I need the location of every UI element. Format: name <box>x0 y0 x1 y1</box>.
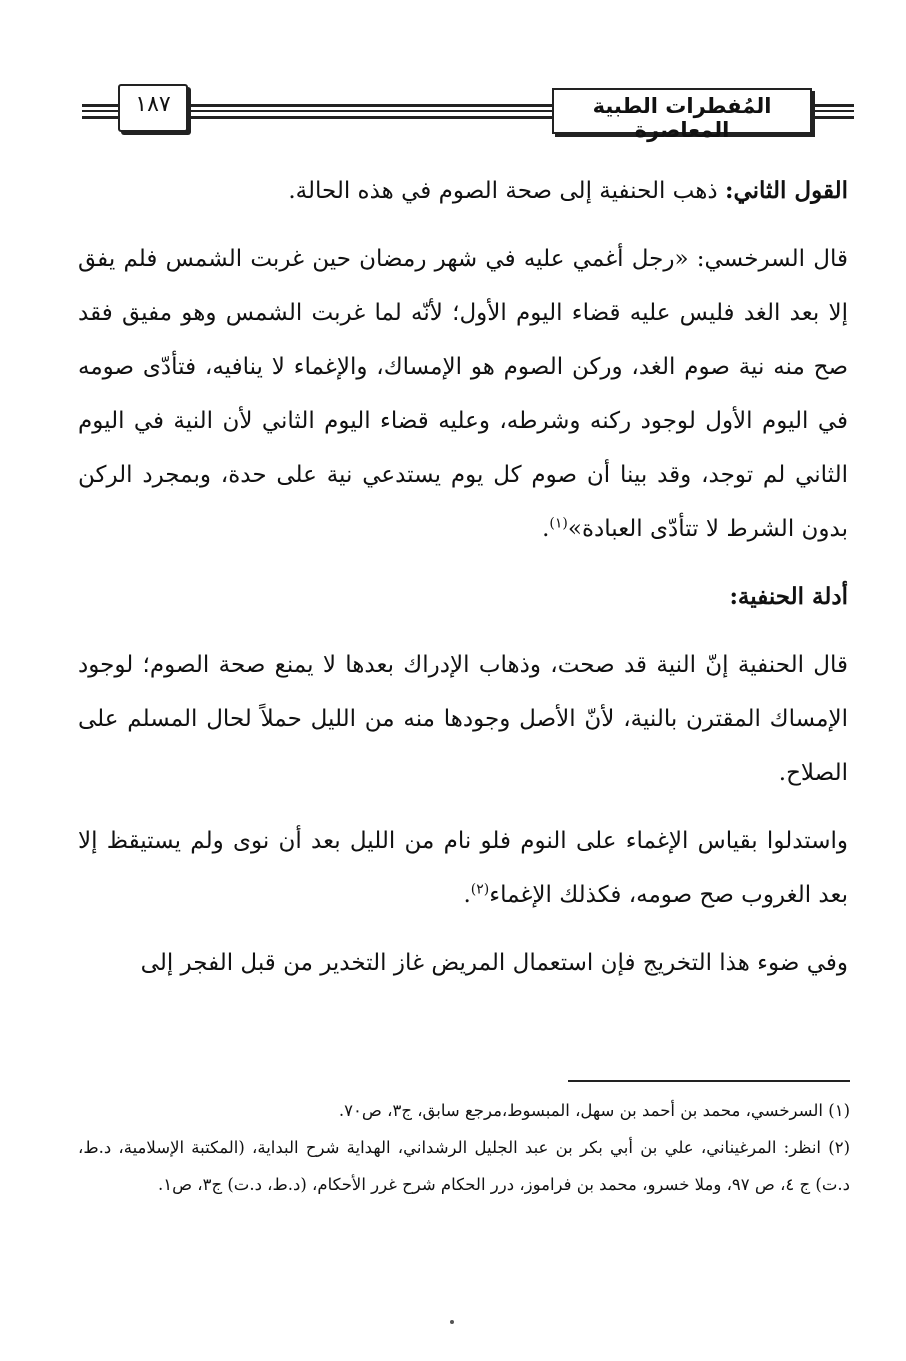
sarakhsi-quote-text: قال السرخسي: «رجل أغمي عليه في شهر رمضان حين غربت الشمس فلم يفق إلا بعد الغد فليس عليه قضاء اليوم الأول؛ لأنّه لما غربت الشمس وهو مفيق فقد صح منه نية صوم الغد، وركن الصوم هو الإمساك، والإغماء لا ينافيه، فتأدّى صومه في اليوم الأول لوجود ركنه وشرطه، وعليه قضاء اليوم الثاني لأن النية في اليوم الثاني لم توجد، وقد بينا أن صوم كل يوم يستدعي نية على حدة، وبمجرد الركن بدون الشرط لا تتأدّى العبادة» <box>78 246 849 542</box>
paragraph-second-opinion <box>78 164 848 218</box>
running-title-box <box>552 88 812 142</box>
page-number-box <box>118 84 188 132</box>
running-title: المُفطرات الطبية المعاصرة <box>592 94 772 142</box>
second-opinion-label: القول الثاني: <box>724 177 848 204</box>
footnote-ref-1[interactable]: (١) <box>549 515 568 532</box>
paragraph-sarakhsi-quote: قال السرخسي: «رجل أغمي عليه في شهر رمضان حين غربت الشمس فلم يفق إلا بعد الغد فليس عليه قضاء اليوم الأول؛ لأنّه لما غربت الشمس وهو مفيق فقد صح منه نية صوم الغد، وركن الصوم هو الإمساك، والإغماء لا ينافيه، فتأدّى صومه في اليوم الأول لوجود ركنه وشرطه، وعليه قضاء اليوم الثاني لأن النية في اليوم الثاني لم توجد، وقد بينا أن صوم كل يوم يستدعي نية على حدة، وبمجرد الركن بدون الشرط لا تتأدّى العبادة»$^{(١)}$. <box>78 246 849 542</box>
main-text <box>78 164 848 990</box>
analogy-text: واستدلوا بقياس الإغماء على النوم فلو نام من الليل بعد أن نوى ولم يستيقظ إلا بعد الغروب صح صومه، فكذلك الإغماء <box>78 828 848 908</box>
footnote-2: (٢) انظر: المرغيناني، علي بن أبي بكر بن عبد الجليل الرشداني، الهداية شرح البداية، (المكتبة الإسلامية، د.ط، د.ت) ج ٤، ص ٩٧، وملا خسرو، محمد بن فراموز، درر الحكام شرح غرر الأحكام، (د.ط، د.ت) ج٣، ص١. <box>78 1138 850 1194</box>
conclusion-text: وفي ضوء هذا التخريج فإن استعمال المريض غاز التخدير من قبل الفجر إلى <box>140 950 848 976</box>
paragraph-hanafi-argument <box>78 638 848 800</box>
paragraph-conclusion <box>78 936 848 990</box>
paragraph-analogy: واستدلوا بقياس الإغماء على النوم فلو نام من الليل بعد أن نوى ولم يستيقظ إلا بعد الغروب صح صومه، فكذلك الإغماء$^{(٢)}$. <box>78 828 848 908</box>
footnote-1: (١) السرخسي، محمد بن أحمد بن سهل، المبسوط،مرجع سابق، ج٣، ص٧٠. <box>338 1101 850 1120</box>
section-heading: أدلة الحنفية: <box>729 583 848 610</box>
footnote-ref-2[interactable]: (٢) <box>470 881 490 898</box>
page-mark <box>450 1320 454 1324</box>
page-number: ١٨٧ <box>135 92 171 117</box>
footnote-separator <box>568 1080 850 1082</box>
footnotes <box>78 1092 850 1203</box>
second-opinion-text: ذهب الحنفية إلى صحة الصوم في هذه الحالة. <box>288 178 725 204</box>
hanafi-argument-text: قال الحنفية إنّ النية قد صحت، وذهاب الإدراك بعدها لا يمنع صحة الصوم؛ لوجود الإمساك المقترن بالنية، لأنّ الأصل وجودها منه من الليل حملاً لحال المسلم على الصلاح. <box>78 652 848 786</box>
